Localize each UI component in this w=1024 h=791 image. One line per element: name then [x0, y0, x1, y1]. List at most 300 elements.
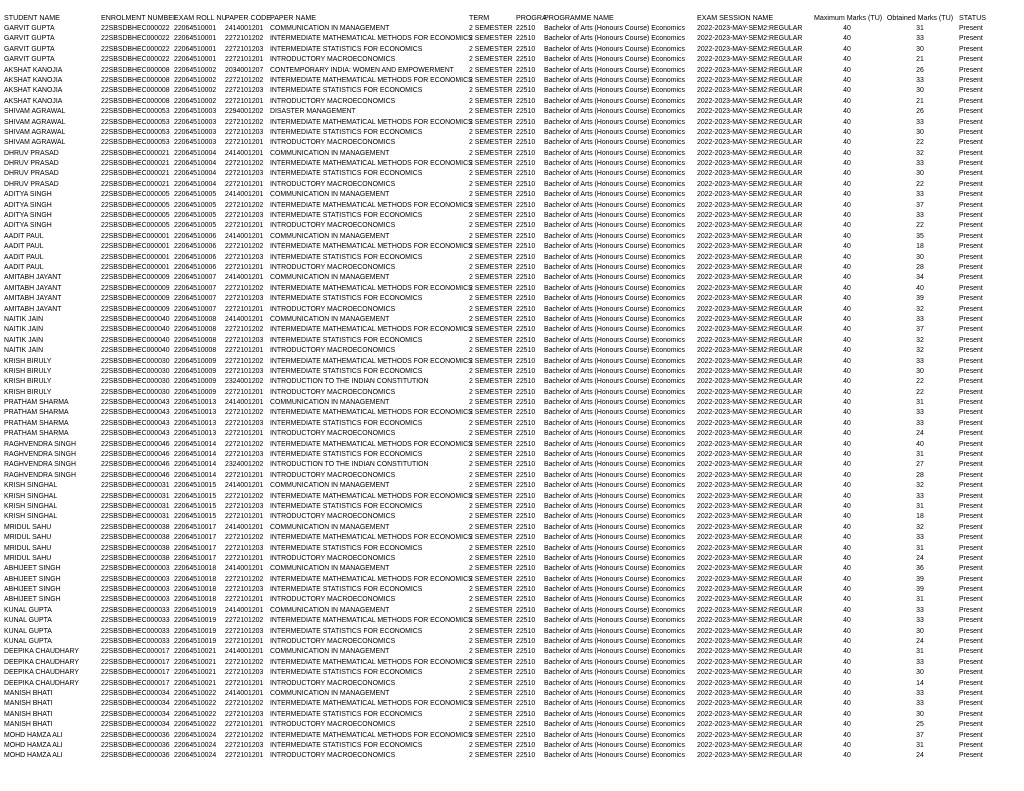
cell-paper-code: 2272101201	[225, 596, 264, 604]
cell-term: 2 SEMESTER	[469, 627, 513, 635]
cell-status: Present	[959, 648, 983, 656]
cell-obtained-marks: 39	[916, 295, 924, 303]
cell-paper-code: 2272101201	[225, 56, 264, 64]
cell-programme-code: 22510	[516, 513, 536, 521]
cell-paper-name: INTERMEDIATE MATHEMATICAL METHODS FOR ECONOMICS	[270, 534, 473, 542]
cell-status: Present	[959, 627, 983, 635]
cell-max-marks: 40	[843, 97, 851, 105]
cell-obtained-marks: 24	[916, 430, 924, 438]
cell-term: 2 SEMESTER	[469, 315, 513, 323]
cell-max-marks: 40	[843, 544, 851, 552]
cell-exam-session: 2022-2023-MAY-SEM2:REGULAR	[697, 87, 803, 95]
cell-student-name: ADITYA SINGH	[4, 212, 52, 220]
cell-student-name: DEEPIKA CHAUDHARY	[4, 658, 79, 666]
cell-programme-code: 22510	[516, 201, 536, 209]
cell-paper-name: INTRODUCTORY MACROECONOMICS	[270, 305, 396, 313]
cell-max-marks: 40	[843, 440, 851, 448]
cell-exam-roll-number: 22064510001	[174, 25, 217, 32]
cell-exam-session: 2022-2023-MAY-SEM2:REGULAR	[697, 35, 803, 43]
cell-student-name: MOHD HAMZA ALI	[4, 741, 63, 749]
cell-status: Present	[959, 56, 983, 64]
cell-student-name: SHIVAM AGRAWAL	[4, 118, 66, 126]
cell-exam-session: 2022-2023-MAY-SEM2:REGULAR	[697, 669, 803, 677]
cell-student-name: SHIVAM AGRAWAL	[4, 128, 66, 136]
cell-max-marks: 40	[843, 658, 851, 666]
cell-term: 2 SEMESTER	[469, 534, 513, 542]
cell-student-name: AADIT PAUL	[4, 253, 44, 261]
cell-programme-name: Bachelor of Arts (Honours Course) Economics	[544, 284, 685, 292]
cell-programme-code: 22510	[516, 128, 536, 136]
table-row	[4, 502, 1020, 512]
cell-paper-code: 2272101203	[225, 502, 264, 510]
cell-programme-code: 22510	[516, 492, 536, 500]
cell-paper-code: 2324001202	[225, 461, 264, 469]
cell-enrolment-number: 22SBSDBHEC000031	[101, 513, 170, 521]
cell-exam-roll-number: 22064510019	[174, 627, 217, 635]
table-row	[4, 232, 1020, 242]
table-row	[4, 66, 1020, 76]
cell-paper-name: INTERMEDIATE STATISTICS FOR ECONOMICS	[270, 295, 423, 303]
cell-max-marks: 40	[843, 253, 851, 261]
cell-paper-code: 2414001201	[225, 690, 264, 697]
cell-term: 2 SEMESTER	[469, 471, 513, 479]
cell-exam-roll-number: 22064510015	[174, 482, 217, 490]
cell-term: 2 SEMESTER	[469, 596, 513, 604]
cell-exam-roll-number: 22064510008	[174, 315, 217, 323]
cell-status: Present	[959, 25, 983, 32]
cell-obtained-marks: 31	[916, 451, 924, 459]
cell-enrolment-number: 22SBSDBHEC000001	[101, 232, 170, 240]
cell-enrolment-number: 22SBSDBHEC000040	[101, 347, 170, 355]
cell-status: Present	[959, 305, 983, 313]
cell-exam-roll-number: 22064510009	[174, 367, 217, 375]
cell-paper-code: 2272101202	[225, 160, 264, 168]
cell-exam-roll-number: 22064510001	[174, 45, 217, 53]
table-row	[4, 533, 1020, 543]
cell-paper-name: INTERMEDIATE MATHEMATICAL METHODS FOR ECONOMICS	[270, 326, 473, 334]
cell-term: 2 SEMESTER	[469, 347, 513, 355]
cell-max-marks: 40	[843, 170, 851, 178]
cell-exam-roll-number: 22064510018	[174, 586, 217, 594]
cell-paper-name: COMMUNICATION IN MANAGEMENT	[270, 565, 390, 573]
cell-exam-session: 2022-2023-MAY-SEM2:REGULAR	[697, 45, 803, 53]
cell-exam-session: 2022-2023-MAY-SEM2:REGULAR	[697, 97, 803, 105]
cell-exam-roll-number: 22064510022	[174, 721, 217, 729]
table-row	[4, 637, 1020, 647]
cell-exam-roll-number: 22064510019	[174, 606, 217, 614]
cell-programme-code: 22510	[516, 347, 536, 355]
cell-max-marks: 40	[843, 669, 851, 677]
cell-programme-code: 22510	[516, 191, 536, 199]
cell-student-name: GARVIT GUPTA	[4, 25, 55, 32]
cell-term: 2 SEMESTER	[469, 399, 513, 407]
cell-paper-name: INTRODUCTION TO THE INDIAN CONSTITUTION	[270, 461, 429, 469]
cell-status: Present	[959, 710, 983, 718]
cell-programme-code: 22510	[516, 502, 536, 510]
cell-enrolment-number: 22SBSDBHEC000021	[101, 149, 170, 157]
cell-programme-name: Bachelor of Arts (Honours Course) Economics	[544, 243, 685, 251]
cell-exam-roll-number: 22064510024	[174, 731, 217, 739]
cell-status: Present	[959, 451, 983, 459]
cell-programme-name: Bachelor of Arts (Honours Course) Economics	[544, 201, 685, 209]
table-row	[4, 34, 1020, 44]
cell-paper-code: 2272101201	[225, 679, 264, 687]
cell-programme-code: 22510	[516, 212, 536, 220]
cell-status: Present	[959, 222, 983, 230]
cell-exam-roll-number: 22064510002	[174, 97, 217, 105]
cell-programme-name: Bachelor of Arts (Honours Course) Economics	[544, 357, 685, 365]
cell-exam-roll-number: 22064510009	[174, 378, 217, 386]
cell-status: Present	[959, 76, 983, 84]
cell-programme-code: 22510	[516, 461, 536, 469]
cell-status: Present	[959, 419, 983, 427]
cell-enrolment-number: 22SBSDBHEC000038	[101, 523, 170, 531]
cell-status: Present	[959, 357, 983, 365]
cell-status: Present	[959, 741, 983, 749]
cell-obtained-marks: 33	[916, 690, 924, 697]
cell-status: Present	[959, 97, 983, 105]
cell-paper-name: INTRODUCTION TO THE INDIAN CONSTITUTION	[270, 378, 429, 386]
cell-exam-roll-number: 22064510017	[174, 534, 217, 542]
cell-exam-session: 2022-2023-MAY-SEM2:REGULAR	[697, 149, 803, 157]
cell-obtained-marks: 24	[916, 638, 924, 646]
cell-exam-roll-number: 22064510021	[174, 669, 217, 677]
cell-paper-code: 2414001201	[225, 232, 264, 240]
cell-max-marks: 40	[843, 638, 851, 646]
cell-student-name: KUNAL GUPTA	[4, 617, 52, 625]
cell-status: Present	[959, 295, 983, 303]
cell-obtained-marks: 30	[916, 128, 924, 136]
cell-obtained-marks: 33	[916, 606, 924, 614]
cell-paper-code: 2272101203	[225, 253, 264, 261]
cell-programme-name: Bachelor of Arts (Honours Course) Economics	[544, 274, 685, 282]
table-row	[4, 689, 1020, 699]
cell-paper-code: 2414001201	[225, 25, 264, 32]
cell-paper-name: INTERMEDIATE STATISTICS FOR ECONOMICS	[270, 128, 423, 136]
cell-paper-name: INTERMEDIATE STATISTICS FOR ECONOMICS	[270, 212, 423, 220]
cell-programme-name: Bachelor of Arts (Honours Course) Economics	[544, 347, 685, 355]
cell-term: 2 SEMESTER	[469, 565, 513, 573]
table-row	[4, 55, 1020, 65]
cell-programme-name: Bachelor of Arts (Honours Course) Economics	[544, 128, 685, 136]
cell-max-marks: 40	[843, 596, 851, 604]
table-row	[4, 627, 1020, 637]
cell-exam-roll-number: 22064510007	[174, 274, 217, 282]
cell-paper-name: INTERMEDIATE MATHEMATICAL METHODS FOR ECONOMICS	[270, 731, 473, 739]
cell-student-name: ABHIJEET SINGH	[4, 565, 61, 573]
cell-obtained-marks: 30	[916, 87, 924, 95]
cell-max-marks: 40	[843, 35, 851, 43]
cell-programme-name: Bachelor of Arts (Honours Course) Economics	[544, 25, 685, 32]
cell-enrolment-number: 22SBSDBHEC000005	[101, 212, 170, 220]
cell-obtained-marks: 33	[916, 76, 924, 84]
cell-paper-name: INTERMEDIATE STATISTICS FOR ECONOMICS	[270, 710, 423, 718]
cell-enrolment-number: 22SBSDBHEC000017	[101, 658, 170, 666]
cell-max-marks: 40	[843, 336, 851, 344]
cell-programme-code: 22510	[516, 222, 536, 230]
cell-term: 2 SEMESTER	[469, 284, 513, 292]
cell-max-marks: 40	[843, 451, 851, 459]
cell-exam-roll-number: 22064510001	[174, 56, 217, 64]
cell-status: Present	[959, 534, 983, 542]
cell-programme-code: 22510	[516, 419, 536, 427]
cell-max-marks: 40	[843, 679, 851, 687]
cell-paper-name: INTERMEDIATE STATISTICS FOR ECONOMICS	[270, 336, 423, 344]
cell-student-name: AMITABH JAYANT	[4, 295, 62, 303]
cell-exam-session: 2022-2023-MAY-SEM2:REGULAR	[697, 347, 803, 355]
cell-status: Present	[959, 326, 983, 334]
cell-status: Present	[959, 544, 983, 552]
cell-paper-code: 2414001201	[225, 648, 264, 656]
cell-status: Present	[959, 752, 983, 760]
cell-programme-code: 22510	[516, 367, 536, 375]
cell-programme-code: 22510	[516, 721, 536, 729]
cell-paper-code: 2272101203	[225, 295, 264, 303]
cell-paper-code: 2272101201	[225, 139, 264, 147]
cell-paper-code: 2272101203	[225, 45, 264, 53]
cell-exam-roll-number: 22064510003	[174, 108, 217, 116]
table-row	[4, 190, 1020, 200]
cell-max-marks: 40	[843, 419, 851, 427]
cell-student-name: RAGHVENDRA SINGH	[4, 471, 76, 479]
cell-exam-roll-number: 22064510004	[174, 170, 217, 178]
cell-status: Present	[959, 409, 983, 417]
cell-obtained-marks: 39	[916, 586, 924, 594]
cell-enrolment-number: 22SBSDBHEC000053	[101, 108, 170, 116]
cell-enrolment-number: 22SBSDBHEC000008	[101, 87, 170, 95]
cell-obtained-marks: 33	[916, 357, 924, 365]
cell-enrolment-number: 22SBSDBHEC000001	[101, 263, 170, 271]
cell-enrolment-number: 22SBSDBHEC000031	[101, 492, 170, 500]
cell-exam-roll-number: 22064510018	[174, 565, 217, 573]
cell-programme-name: Bachelor of Arts (Honours Course) Economics	[544, 336, 685, 344]
cell-paper-name: INTRODUCTORY MACROECONOMICS	[270, 471, 396, 479]
cell-exam-session: 2022-2023-MAY-SEM2:REGULAR	[697, 554, 803, 562]
table-row	[4, 471, 1020, 481]
cell-enrolment-number: 22SBSDBHEC000030	[101, 388, 170, 396]
table-row	[4, 118, 1020, 128]
cell-paper-name: COMMUNICATION IN MANAGEMENT	[270, 606, 390, 614]
cell-enrolment-number: 22SBSDBHEC000005	[101, 222, 170, 230]
cell-term: 2 SEMESTER	[469, 741, 513, 749]
cell-obtained-marks: 32	[916, 482, 924, 490]
cell-term: 2 SEMESTER	[469, 378, 513, 386]
cell-status: Present	[959, 565, 983, 573]
cell-term: 2 SEMESTER	[469, 440, 513, 448]
cell-student-name: PRATHAM SHARMA	[4, 409, 69, 417]
cell-student-name: AADIT PAUL	[4, 243, 44, 251]
cell-exam-roll-number: 22064510005	[174, 191, 217, 199]
cell-obtained-marks: 28	[916, 471, 924, 479]
cell-paper-name: COMMUNICATION IN MANAGEMENT	[270, 482, 390, 490]
cell-exam-roll-number: 22064510008	[174, 336, 217, 344]
table-row	[4, 575, 1020, 585]
cell-paper-name: INTERMEDIATE STATISTICS FOR ECONOMICS	[270, 253, 423, 261]
cell-paper-name: INTERMEDIATE STATISTICS FOR ECONOMICS	[270, 451, 423, 459]
cell-obtained-marks: 37	[916, 326, 924, 334]
cell-programme-code: 22510	[516, 627, 536, 635]
cell-max-marks: 40	[843, 690, 851, 697]
cell-max-marks: 40	[843, 180, 851, 188]
cell-student-name: MRIDUL SAHU	[4, 544, 52, 552]
cell-max-marks: 40	[843, 502, 851, 510]
cell-programme-code: 22510	[516, 658, 536, 666]
cell-term: 2 SEMESTER	[469, 710, 513, 718]
header-term: TERM	[469, 14, 490, 22]
cell-paper-code: 2414001201	[225, 191, 264, 199]
cell-programme-name: Bachelor of Arts (Honours Course) Economics	[544, 212, 685, 220]
cell-paper-name: INTRODUCTORY MACROECONOMICS	[270, 513, 396, 521]
cell-student-name: DEEPIKA CHAUDHARY	[4, 679, 79, 687]
cell-obtained-marks: 30	[916, 710, 924, 718]
cell-student-name: RAGHVENDRA SINGH	[4, 451, 76, 459]
cell-term: 2 SEMESTER	[469, 212, 513, 220]
header-programme-name: PROGRAMME NAME	[544, 14, 614, 22]
cell-programme-name: Bachelor of Arts (Honours Course) Economics	[544, 160, 685, 168]
cell-paper-name: INTERMEDIATE MATHEMATICAL METHODS FOR ECONOMICS	[270, 201, 473, 209]
cell-obtained-marks: 33	[916, 315, 924, 323]
cell-obtained-marks: 21	[916, 56, 924, 64]
cell-enrolment-number: 22SBSDBHEC000021	[101, 160, 170, 168]
cell-student-name: ADITYA SINGH	[4, 222, 52, 230]
cell-exam-roll-number: 22064510021	[174, 679, 217, 687]
cell-term: 2 SEMESTER	[469, 326, 513, 334]
cell-obtained-marks: 33	[916, 160, 924, 168]
header-row	[4, 12, 1020, 24]
cell-student-name: AKSHAT KANOJIA	[4, 97, 63, 105]
cell-student-name: AADIT PAUL	[4, 263, 44, 271]
cell-exam-roll-number: 22064510005	[174, 212, 217, 220]
cell-student-name: MANISH BHATI	[4, 690, 53, 697]
table-row	[4, 429, 1020, 439]
cell-obtained-marks: 33	[916, 617, 924, 625]
cell-exam-roll-number: 22064510017	[174, 544, 217, 552]
cell-term: 2 SEMESTER	[469, 139, 513, 147]
header-max-marks: Maximum Marks (TU)	[814, 14, 883, 22]
cell-paper-name: COMMUNICATION IN MANAGEMENT	[270, 399, 390, 407]
cell-programme-name: Bachelor of Arts (Honours Course) Economics	[544, 648, 685, 656]
cell-programme-name: Bachelor of Arts (Honours Course) Economics	[544, 627, 685, 635]
cell-paper-name: INTRODUCTORY MACROECONOMICS	[270, 596, 396, 604]
cell-obtained-marks: 32	[916, 347, 924, 355]
cell-enrolment-number: 22SBSDBHEC000033	[101, 617, 170, 625]
cell-student-name: MOHD HAMZA ALI	[4, 731, 63, 739]
cell-term: 2 SEMESTER	[469, 336, 513, 344]
cell-enrolment-number: 22SBSDBHEC000040	[101, 315, 170, 323]
cell-obtained-marks: 32	[916, 305, 924, 313]
cell-enrolment-number: 22SBSDBHEC000003	[101, 565, 170, 573]
cell-paper-name: INTERMEDIATE MATHEMATICAL METHODS FOR ECONOMICS	[270, 76, 473, 84]
cell-max-marks: 40	[843, 212, 851, 220]
cell-exam-roll-number: 22064510022	[174, 710, 217, 718]
cell-programme-name: Bachelor of Arts (Honours Course) Economics	[544, 679, 685, 687]
cell-exam-roll-number: 22064510015	[174, 492, 217, 500]
cell-paper-code: 2414001201	[225, 274, 264, 282]
cell-obtained-marks: 31	[916, 25, 924, 32]
cell-enrolment-number: 22SBSDBHEC000053	[101, 118, 170, 126]
cell-exam-session: 2022-2023-MAY-SEM2:REGULAR	[697, 191, 803, 199]
cell-paper-name: COMMUNICATION IN MANAGEMENT	[270, 523, 390, 531]
table-row	[4, 460, 1020, 470]
cell-paper-code: 2272101202	[225, 440, 264, 448]
cell-programme-code: 22510	[516, 648, 536, 656]
cell-exam-roll-number: 22064510006	[174, 243, 217, 251]
cell-student-name: KRISH BIRULY	[4, 357, 52, 365]
cell-student-name: MANISH BHATI	[4, 700, 53, 708]
cell-paper-code: 2272101201	[225, 430, 264, 438]
cell-paper-name: DISASTER MANAGEMENT	[270, 108, 356, 116]
cell-term: 2 SEMESTER	[469, 170, 513, 178]
cell-paper-name: INTERMEDIATE MATHEMATICAL METHODS FOR ECONOMICS	[270, 243, 473, 251]
cell-enrolment-number: 22SBSDBHEC000034	[101, 710, 170, 718]
cell-programme-name: Bachelor of Arts (Honours Course) Economics	[544, 87, 685, 95]
cell-paper-code: 2272101202	[225, 243, 264, 251]
cell-paper-name: INTERMEDIATE STATISTICS FOR ECONOMICS	[270, 669, 423, 677]
cell-programme-name: Bachelor of Arts (Honours Course) Economics	[544, 170, 685, 178]
cell-exam-roll-number: 22064510003	[174, 139, 217, 147]
cell-programme-code: 22510	[516, 690, 536, 697]
cell-student-name: KRISH SINGHAL	[4, 492, 58, 500]
cell-enrolment-number: 22SBSDBHEC000043	[101, 430, 170, 438]
cell-paper-name: INTRODUCTORY MACROECONOMICS	[270, 752, 396, 760]
cell-exam-roll-number: 22064510021	[174, 658, 217, 666]
cell-paper-code: 2272101203	[225, 710, 264, 718]
cell-exam-session: 2022-2023-MAY-SEM2:REGULAR	[697, 388, 803, 396]
table-row	[4, 523, 1020, 533]
cell-paper-name: COMMUNICATION IN MANAGEMENT	[270, 149, 390, 157]
cell-student-name: KRISH BIRULY	[4, 388, 52, 396]
cell-term: 2 SEMESTER	[469, 721, 513, 729]
cell-obtained-marks: 33	[916, 534, 924, 542]
cell-max-marks: 40	[843, 513, 851, 521]
cell-obtained-marks: 24	[916, 752, 924, 760]
cell-student-name: DHRUV PRASAD	[4, 160, 59, 168]
cell-programme-code: 22510	[516, 710, 536, 718]
cell-status: Present	[959, 669, 983, 677]
cell-obtained-marks: 33	[916, 419, 924, 427]
table-row	[4, 585, 1020, 595]
cell-student-name: AKSHAT KANOJIA	[4, 87, 63, 95]
cell-student-name: SHIVAM AGRAWAL	[4, 108, 66, 116]
cell-status: Present	[959, 336, 983, 344]
cell-programme-name: Bachelor of Arts (Honours Course) Economics	[544, 76, 685, 84]
cell-exam-session: 2022-2023-MAY-SEM2:REGULAR	[697, 575, 803, 583]
cell-programme-code: 22510	[516, 66, 536, 74]
cell-student-name: DHRUV PRASAD	[4, 180, 59, 188]
cell-paper-name: INTRODUCTORY MACROECONOMICS	[270, 430, 396, 438]
cell-max-marks: 40	[843, 461, 851, 469]
cell-exam-roll-number: 22064510018	[174, 575, 217, 583]
cell-programme-name: Bachelor of Arts (Honours Course) Economics	[544, 253, 685, 261]
cell-exam-session: 2022-2023-MAY-SEM2:REGULAR	[697, 710, 803, 718]
cell-student-name: ADITYA SINGH	[4, 191, 52, 199]
cell-term: 2 SEMESTER	[469, 295, 513, 303]
cell-status: Present	[959, 492, 983, 500]
table-row	[4, 325, 1020, 335]
cell-exam-roll-number: 22064510021	[174, 648, 217, 656]
cell-programme-code: 22510	[516, 357, 536, 365]
cell-student-name: MRIDUL SAHU	[4, 523, 52, 531]
table-row	[4, 294, 1020, 304]
cell-paper-name: INTRODUCTORY MACROECONOMICS	[270, 638, 396, 646]
cell-obtained-marks: 14	[916, 679, 924, 687]
table-row	[4, 273, 1020, 283]
cell-exam-session: 2022-2023-MAY-SEM2:REGULAR	[697, 232, 803, 240]
cell-status: Present	[959, 523, 983, 531]
cell-enrolment-number: 22SBSDBHEC000022	[101, 35, 170, 43]
cell-obtained-marks: 22	[916, 378, 924, 386]
cell-paper-code: 2272101201	[225, 513, 264, 521]
